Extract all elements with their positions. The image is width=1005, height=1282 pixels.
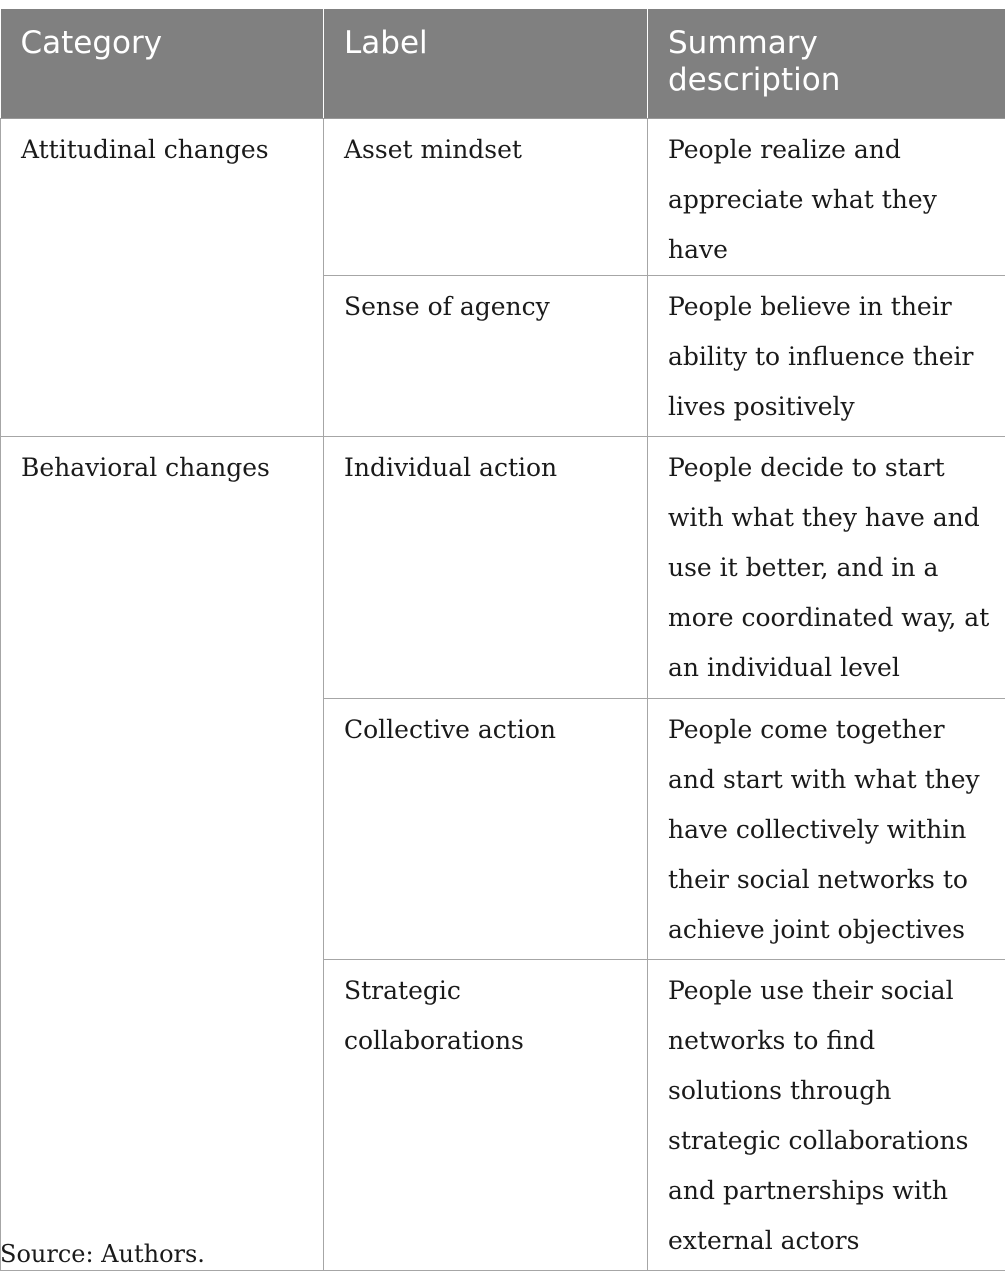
table-body — [1, 118, 1005, 1270]
label-cell: Collective action — [324, 698, 648, 959]
category-cell: Attitudinal changes — [1, 118, 324, 436]
table-row — [1, 436, 1005, 698]
header-row — [1, 9, 1005, 118]
description-cell: People use their social networks to find solutions through strategic collaborations and partnerships with external actors — [648, 959, 1005, 1270]
header-category: Category — [1, 9, 324, 118]
header-summary-description: Summary description — [648, 9, 1005, 118]
label-cell: Sense of agency — [324, 275, 648, 436]
label-cell: Asset mindset — [324, 118, 648, 275]
header-label: Label — [324, 9, 648, 118]
summary-table — [0, 9, 1005, 1271]
description-cell: People come together and start with what they have collectively within their social networks to achieve joint objectives — [648, 698, 1005, 959]
table-row — [1, 118, 1005, 275]
description-cell: People believe in their ability to influence their lives positively — [648, 275, 1005, 436]
description-cell: People decide to start with what they have and use it better, and in a more coordinated way, at an individual level — [648, 436, 1005, 698]
source-footnote: Source: Authors. — [0, 1240, 205, 1268]
label-cell: Individual action — [324, 436, 648, 698]
label-cell: Strategic collaborations — [324, 959, 648, 1270]
category-cell: Behavioral changes — [1, 436, 324, 1270]
description-cell: People realize and appreciate what they have — [648, 118, 1005, 275]
table-header — [1, 9, 1005, 118]
